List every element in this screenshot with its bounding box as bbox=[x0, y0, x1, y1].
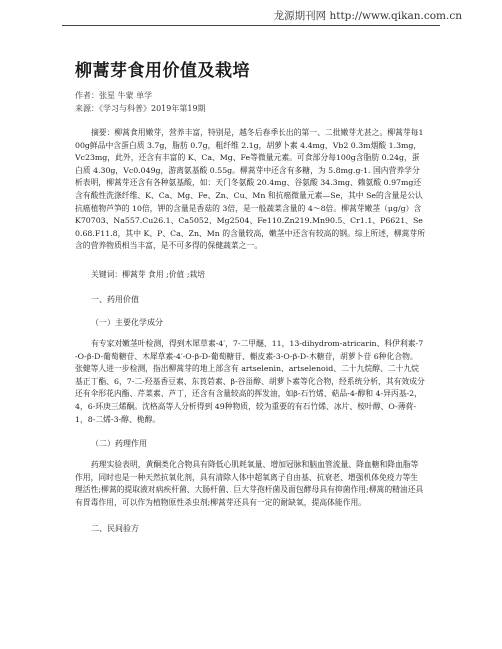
chemistry-paragraph: 有专家对嫩茎叶检测，得到木犀草素-4′，7-二甲醚、11，13-dihydrom-atricarin、科伊利素-7-O-β-D-葡萄糖苷、木犀草素-4′-O-β-D-葡萄糖苷、槲皮素-3-O-β-D-木糖苷，胡萝卜苷 6种化合物。张健等人进一步检测，指出柳蒿芽的地上部含有 artselenin、artselenoid、二十九烷醇、二十九烷基正丁酯、6，7-二-羟基香豆素、东莨菪素、β-谷甾醇、胡萝卜素等化合物，经系统分析，其有效成分还有伞形花内酯、芹菜素、芦丁，还含有含量较高的挥发油，如β-石竹烯、萜品-4-醇和 4-异丙基-2，4，6-环庚三烯酮。沈格高等人分析得到 49种物质，较为重要的有石竹烯、冰片、桉叶醇、O-薄荷-1，8-二烯-3-醇、桅醇。 bbox=[75, 338, 425, 424]
header-site-url: 龙源期刊网 http://www.qikan.com.cn bbox=[273, 10, 462, 22]
author-line: 作者：张星 牛蒙 单学 bbox=[75, 91, 153, 100]
subsection-heading-chemistry: （一）主要化学成分 bbox=[91, 317, 163, 327]
subsection-heading-pharmacological-effects: （二）药理作用 bbox=[91, 439, 147, 449]
header-divider bbox=[62, 25, 440, 26]
abstract-paragraph: 摘要：柳蒿食用嫩芽，营养丰富，特别是，越冬后春季长出的第一、二批嫩芽尤甚之。柳蒿芽每100g鲜品中含蛋白质 3.7g，脂肪 0.7g，粗纤维 2.1g，胡萝卜素 4.4mg，Vb2 0.3m烟酸 1.3mg，Vc23mg，此外，还含有丰富的 K、Ca、Mg、Fe等微量元素。可食部分每100g含脂肪 0.24g，蛋白质 4.30g，Vc0.049g，游离氨基酸 0.55g。柳蒿芽中还含有多糖，为 5.8mg.g-1. 国内营养学分析表明，柳蒿芽还含有各种氨基酸，如：天门冬氨酸 20.4mg、谷氨酸 34.3mg、赖氨酸 0.97mg还含有酸性洗涤纤维、K、Ca、Mg、Fe、Zn、Cu、Mn 和抗癌微量元素—Se，其中 Se的含量是公认抗癌植物芦笋的 10倍，钾的含量是香菇的 3倍，是一般蔬菜含量的 4～8倍。柳蒿芽嫩茎（μg/g）含 K70703、Na557.Cu26.1、Ca5052、Mg2504、Fe110.Zn219.Mn90.5、Cr1.1、P6621、Se0.68.F11.8，其中 K、P、Ca、Zn、Mn 的含量较高，嫩茎中还含有较高的钢。综上所述，柳蒿芽所含的营养物质相当丰富，是不可多得的保健蔬菜之一。 bbox=[75, 128, 425, 251]
section-heading-folk-remedies: 二、民间验方 bbox=[91, 524, 139, 534]
article-title: 柳蒿芽食用价值及栽培 bbox=[75, 61, 250, 81]
pharmacological-effects-paragraph: 药理实验表明，黄酮类化合物具有降低心肌耗氧量、增加冠脉和脑血管流量、降血糖和降血脂等作用，同时也是一种天然抗氧化剂，具有清除人体中超氧离子自由基、抗衰老、增强机体免疫力等生理活性;柳蒿的提取液对病疾杆菌、大肠杆菌、巨大芽孢杆菌及面包酵母具有抑菌作用;柳蒿的精油还具有胃毒作用，可以作为植物原性杀虫剂;柳蒿芽还具有一定的耐缺氧，提高体能作用。 bbox=[75, 460, 424, 507]
section-heading-pharmacology: 一、药用价值 bbox=[91, 294, 139, 304]
source-line: 来源：《学习与科普》2019年第19期 bbox=[75, 104, 206, 113]
keywords-line: 关键词：柳蒿芽 食用 ;价值 ;栽培 bbox=[91, 269, 206, 279]
article-body bbox=[75, 56, 425, 534]
